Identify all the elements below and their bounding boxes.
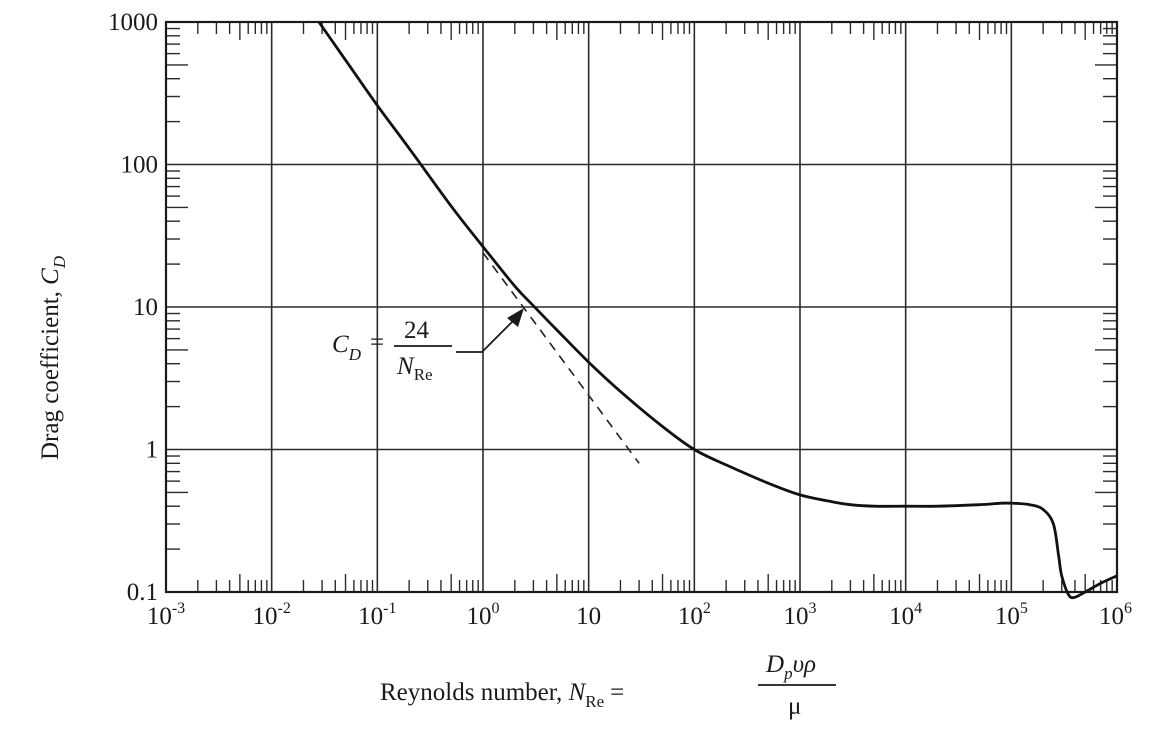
x-axis-label-numerator: $D_p\upsilon\rho$ [766,651,817,683]
x-tick-label: 10 [576,603,602,630]
x-axis-label-text: Reynolds number, $N_{Re}$ = [380,679,625,711]
x-tick-label: $10^5$ [994,600,1028,630]
y-tick-label: 1000 [108,9,158,36]
x-tick-label: $10^2$ [677,600,711,630]
y-tick-labels [108,9,158,606]
annotation-var: $C_D$ [332,331,361,364]
x-tick-label: $10^0$ [466,600,500,630]
y-tick-label: 0.1 [126,579,158,606]
stokes-law-dashed-line [483,253,639,463]
x-tick-label: $10^{-2}$ [252,600,291,630]
y-axis-label: Drag coefficient, $C_D$ [37,255,69,460]
x-axis-label-denominator: μ [788,693,802,720]
x-tick-label: $10^6$ [1099,600,1132,630]
grid [166,22,1117,592]
y-tick-label: 100 [120,151,158,179]
stokes-annotation [332,308,524,384]
annotation-numerator: 24 [404,317,429,344]
x-axis-label [380,651,836,720]
annotation-equals: = [370,329,385,356]
x-tick-label: $10^4$ [889,600,923,630]
annotation-leader-line [456,318,516,352]
x-tick-label: $10^{-3}$ [146,600,186,630]
series [319,22,1117,598]
y-tick-label: 1 [145,436,158,464]
annotation-denominator: $N_{Re}$ [397,353,433,384]
x-tick-labels [147,600,1132,630]
x-tick-label: $10^3$ [783,600,817,630]
drag-coefficient-curve [319,22,1117,598]
y-tick-label: 10 [133,294,158,321]
x-tick-label: $10^{-1}$ [358,600,397,630]
